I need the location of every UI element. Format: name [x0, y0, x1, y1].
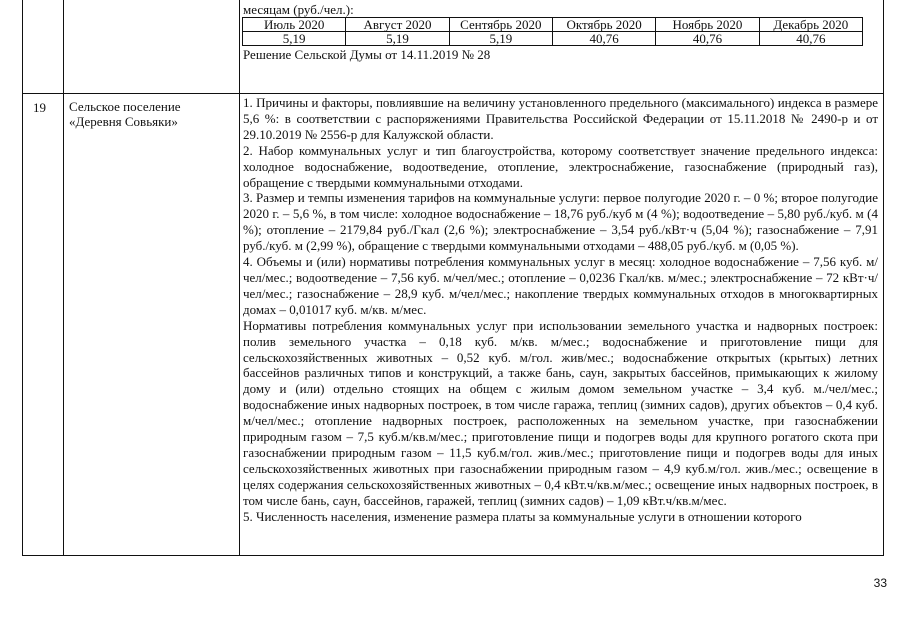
month-value-row [243, 32, 863, 46]
month-header-row [243, 18, 863, 32]
month-header: Июль 2020 [243, 18, 346, 32]
paragraph-5: 5. Численность населения, изменение размера платы за коммунальные услуги в отношении которого [243, 508, 802, 524]
month-header: Сентябрь 2020 [449, 18, 552, 32]
row-content [240, 94, 884, 556]
row-number: 19 [23, 94, 64, 556]
paragraph-norms: Нормативы потребления коммунальных услуг при использовании земельного участка и надворных построек: полив земельного участка – 0,18 куб. м/кв. м/мес.; водоснабжение и приготовление пищи для сельскохозяйственных животных – 0,52 куб. м/гол. жив/мес.; водоснабжение открытых (крытых) летних бассейнов различных типов и конструкций, а также бань, саун, закрытых бассейнов, примыкающих к жилому дому и (или) отдельно стоящих на общем с жилым домом земельном участке – 3,4 куб. м./чел/мес.; водоснабжение иных надворных построек, в том числе гаража, теплиц (зимних садов), других объектов – 0,4 куб. м/чел/мес.; отопление надворных построек, расположенных на земельном участке, при газоснабжении природным газом – 7,5 куб.м/кв.м/мес.; приготовление пищи и подогрев воды для крупного рогатого скота при газоснабжении природным газом – 11,5 куб.м/гол. жив./мес.; приготовление пищи и подогрев воды для иных сельскохозяйственных животных при газоснабжении природным газом – 4,9 куб.м/гол. жив./мес.; освещение в целях содержания сельскохозяйственных животных – 0,4 кВт.ч/кв.м/мес.; освещение иных надворных построек, в том числе бань, саун, бассейнов, гаражей, теплиц (зимних садов) – 1,09 кВт.ч/кв.м/мес. [243, 317, 878, 508]
month-value: 40,76 [759, 32, 862, 46]
table-row [23, 94, 884, 556]
month-value: 5,19 [346, 32, 449, 46]
month-header: Ноябрь 2020 [656, 18, 759, 32]
tariff-table [22, 0, 884, 556]
month-header: Август 2020 [346, 18, 449, 32]
month-value: 5,19 [449, 32, 552, 46]
content-cell [240, 0, 884, 94]
month-header: Декабрь 2020 [759, 18, 862, 32]
number-cell [23, 0, 64, 94]
month-value: 5,19 [243, 32, 346, 46]
paragraph-3: 3. Размер и темпы изменения тарифов на коммунальные услуги: первое полугодие 2020 г. – 0 %; второе полугодие 2020 г. – 5,6 %, в том числе: холодное водоснабжение – 18,76 руб./куб м (4 %); водоотведение – 5,80 руб./куб. м (4 %); отопление – 2179,84 руб./Гкал (2,6 %); электроснабжение – 3,54 руб./кВт·ч (5,04 %); газоснабжение – 7,91 руб./куб. м (2,99 %), обращение с твердыми коммунальными отходами – 488,05 руб./куб. м (0,05 %). [243, 190, 878, 254]
decision-text: Решение Сельской Думы от 14.11.2019 № 28 [243, 47, 491, 62]
paragraph-1: 1. Причины и факторы, повлиявшие на величину установленного предельного (максимального) индекса в размере 5,6 %: в соответствии с распоряжениями Правительства Российской Федерации от 15.11.2018 № 2490-р и от 29.10.2019 № 2556-р для Калужской области. [243, 95, 878, 142]
settlement-name: Сельское поселение «Деревня Совьяки» [64, 94, 240, 556]
monthly-payment-label: месяцам (руб./чел.): [243, 2, 354, 17]
table-row [23, 0, 884, 94]
month-header: Октябрь 2020 [552, 18, 655, 32]
page-number: 33 [873, 576, 887, 590]
month-value: 40,76 [552, 32, 655, 46]
monthly-payment-table [242, 17, 863, 46]
month-value: 40,76 [656, 32, 759, 46]
name-cell [64, 0, 240, 94]
paragraph-4: 4. Объемы и (или) нормативы потребления коммунальных услуг в месяц: холодное водоснабжение – 7,56 куб. м/чел/мес.; водоотведение – 7,56 куб. м/чел/мес.; отопление – 0,0236 Гкал/кв. м/мес.; электроснабжение – 72 кВт·ч/чел/мес.; газоснабжение – 28,9 куб. м/чел/мес.; накопление твердых коммунальных отходов в многоквартирных домах – 0,01017 куб. м/кв. м/мес. [243, 254, 878, 317]
paragraph-2: 2. Набор коммунальных услуг и тип благоустройства, которому соответствует значение предельного индекса: холодное водоснабжение, водоотведение, отопление, электроснабжение, газоснабжение (природный газ), обращение с твердыми коммунальными отходами. [243, 142, 878, 190]
